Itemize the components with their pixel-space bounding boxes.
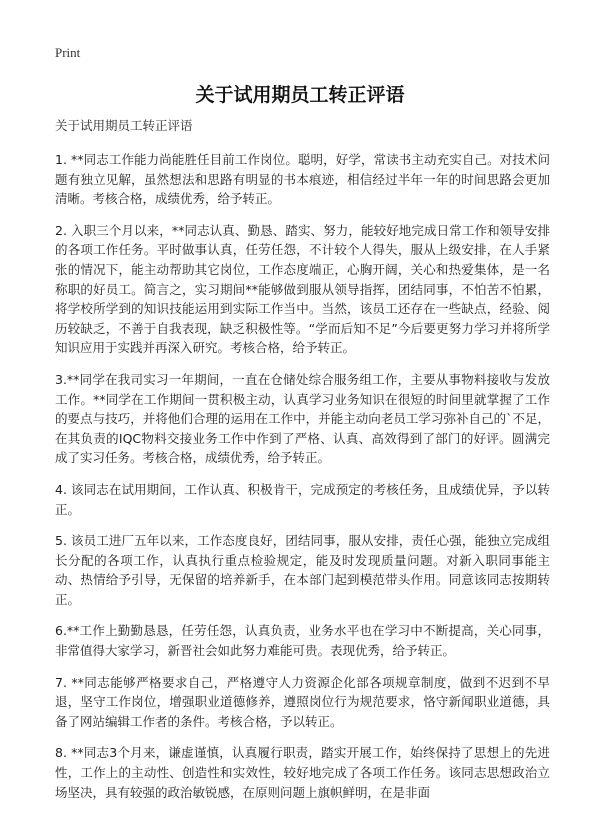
print-link[interactable]: Print	[55, 45, 81, 60]
paragraph-6: 6.**工作上勤勤恳恳，任劳任怨，认真负责，业务水平也在学习中不断提高，关心同事，非常值得大家学习，新晋社会如此努力难能可贵。表现优秀，给予转正。	[55, 623, 550, 659]
paragraph-5: 5. 该员工进厂五年以来，工作态度良好，团结同事，服从安排，责任心强，能独立完成组长分配的各项工作，认真执行重点检验规定，能及时发现质量问题。对新入职同事能主动、热情给予引导，无保留的培养新手，在本部门起到模范带头作用。同意该同志按期转正。	[55, 533, 550, 607]
paragraph-2: 2. 入职三个月以来，**同志认真、勤恳、踏实、努力，能较好地完成日常工作和领导安排的各项工作任务。平时做事认真，任劳任怨，不计较个人得失，服从上级安排，在人手紧张的情况下，能主动帮助其它岗位，工作态度端正，心胸开阔，关心和热爱集体，是一名称职的好员工。简言之，实习期间**能够做到服从领导指挥，团结同事，不怕苦不怕累，将学校所学到的知识技能运用到实际工作当中。当然，该员工还存在一些缺点，经验、阅历较缺乏，不善于自我表现，缺乏积极性等。“学而后知不足”今后要更努力学习并将所学知识应用于实践并再深入研究。考核合格，给予转正。	[55, 222, 550, 356]
document-body	[55, 116, 550, 814]
paragraph-8: 8. **同志3个月来，谦虚谨慎，认真履行职责，踏实开展工作，始终保持了思想上的先进性，工作上的主动性、创造性和实效性，较好地完成了各项工作任务。该同志思想政治立场坚决，具有较强的政治敏锐感，在原则问题上旗帜鲜明，在是非面	[55, 745, 550, 800]
page-title: 关于试用期员工转正评语	[195, 84, 405, 106]
paragraph-7: 7. **同志能够严格要求自己，严格遵守人力资源企化部各项规章制度，做到不迟到不早退，坚守工作岗位，增强职业道德修养，遵照岗位行为规范要求，恪守新闻职业道德，具备了网站编辑工作者的条件。考核合格，予以转正。	[55, 674, 550, 729]
paragraph-3: 3.**同学在我司实习一年期间，一直在仓储处综合服务组工作，主要从事物料接收与发放工作。**同学在工作期间一贯积极主动，认真学习业务知识在很短的时间里就掌握了工作的要点与技巧，并将他们合理的运用在工作中，并能主动向老员工学习弥补自己的`不足，在其负责的IQC物料交接业务工作中作到了严格、认真、高效得到了部门的好评。圆满完成了实习任务。考核合格，成绩优秀，给予转正。	[55, 371, 550, 466]
paragraph-1: 1. **同志工作能力尚能胜任目前工作岗位。聪明，好学，常读书主动充实自己。对技术问题有独立见解，虽然想法和思路有明显的书本痕迹，相信经过半年一年的时间思路会更加清晰。考核合格，成绩优秀，给予转正。	[55, 152, 550, 207]
document-subtitle: 关于试用期员工转正评语	[55, 118, 193, 133]
paragraph-4: 4. 该同志在试用期间，工作认真、积极肯干，完成预定的考核任务，且成绩优异，予以转正。	[55, 481, 550, 517]
